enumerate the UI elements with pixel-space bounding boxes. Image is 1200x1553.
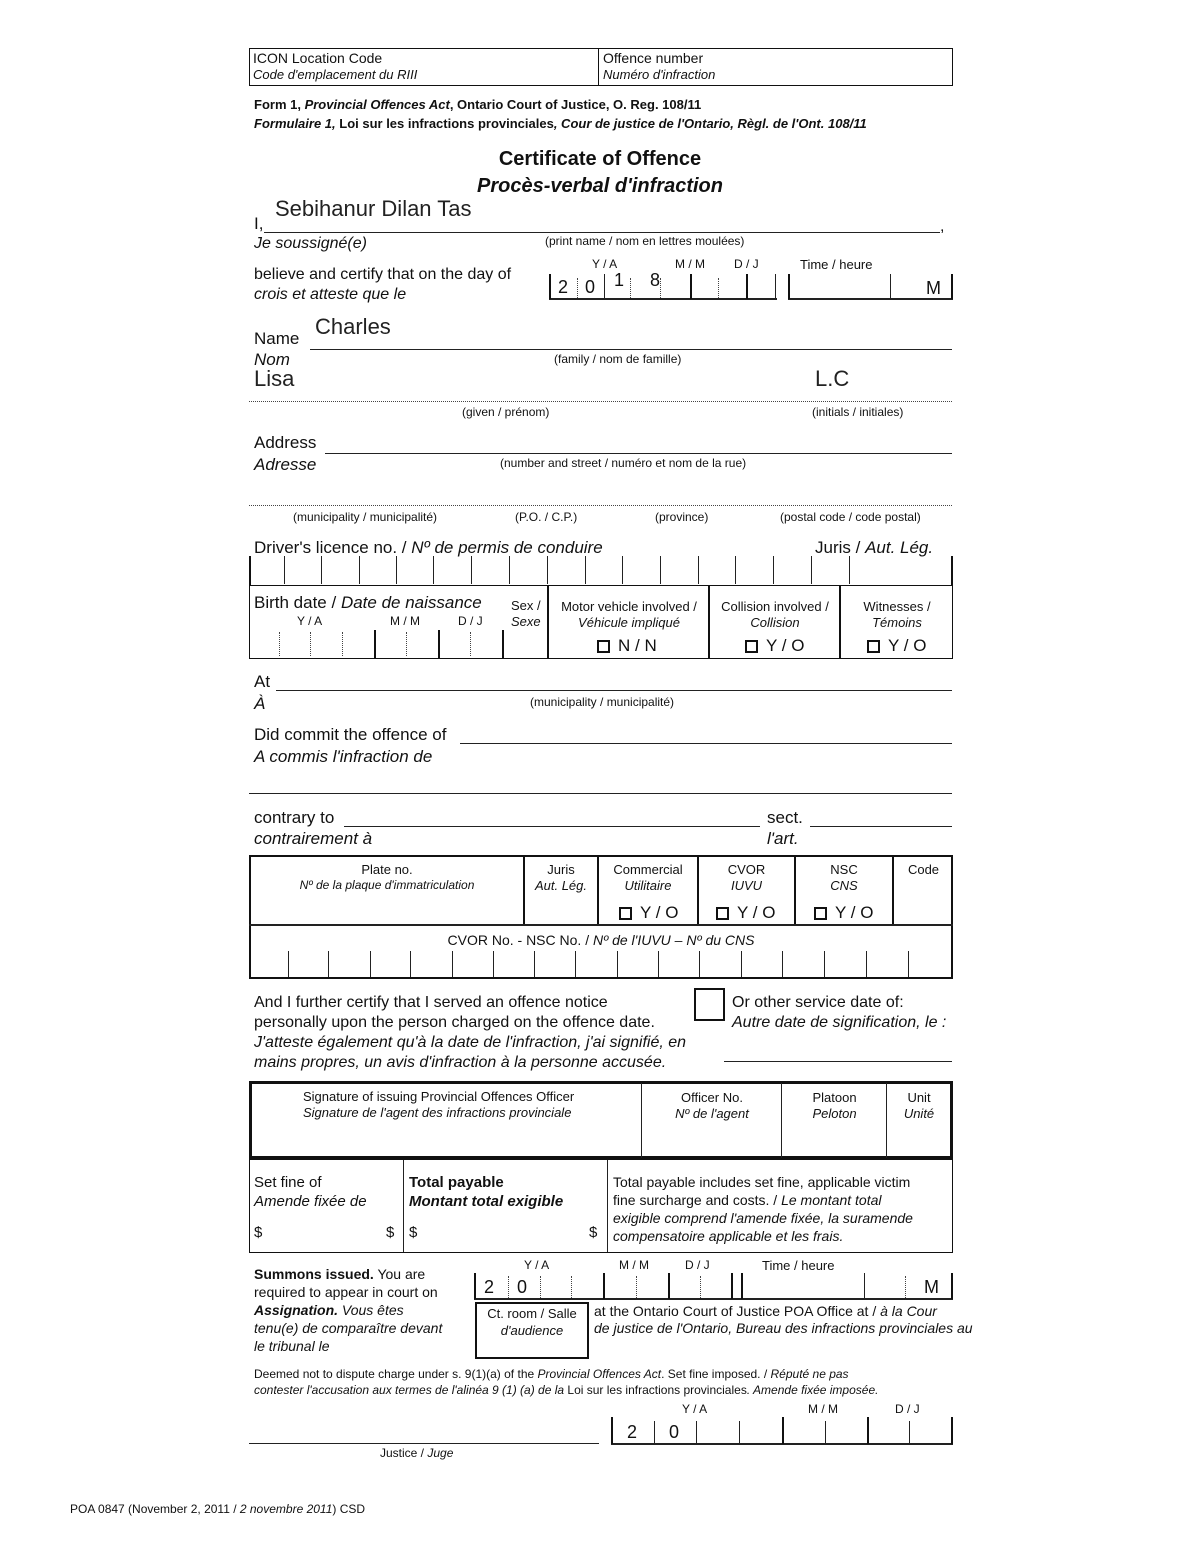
justice-label: Justice / Juge — [380, 1446, 454, 1460]
signature-label-fr: Signature de l'agent des infractions provinciale — [303, 1105, 572, 1120]
code-label: Code — [907, 862, 940, 877]
icon-location-label-fr: Code d'emplacement du RIII — [253, 67, 418, 82]
total-dollar-end: $ — [589, 1224, 598, 1241]
date-digit: 2 — [558, 277, 569, 297]
family-name-value[interactable]: Charles — [315, 314, 391, 339]
deemed-month-caption: M / M — [808, 1402, 838, 1416]
service-checkbox[interactable] — [694, 988, 725, 1021]
given-caption: (given / prénom) — [462, 405, 550, 419]
po-caption: (P.O. / C.P.) — [515, 510, 578, 524]
plate-label: Plate no. — [361, 862, 413, 877]
date-month-caption: M / M — [675, 257, 705, 271]
service-text-fr-1: J'atteste également qu'à la date de l'infraction, j'ai signifié, en — [254, 1034, 687, 1051]
family-name-line — [310, 349, 952, 350]
at-label-fr: À — [254, 694, 266, 713]
unit-label-fr: Unité — [903, 1106, 935, 1121]
at-municipality-line[interactable] — [276, 690, 952, 691]
form-reference-fr: Formulaire 1, Loi sur les infractions provinciales, Cour de justice de l'Ontario, Règl. de l'Ont. 108/11 — [254, 116, 867, 131]
nsc-label: NSC — [830, 862, 858, 877]
fine-note-3: exigible comprend l'amende fixée, la suramende — [613, 1210, 913, 1226]
total-dollar: $ — [409, 1224, 418, 1241]
court-location-2: de justice de l'Ontario, Bureau des infractions provinciales au — [594, 1320, 973, 1336]
vehicle-juris-label-fr: Aut. Lég. — [534, 878, 588, 893]
witnesses-checkbox[interactable] — [867, 640, 880, 653]
birth-day-caption: D / J — [458, 614, 483, 628]
mv-involved-option: N / N — [618, 636, 657, 655]
birth-date-label: Birth date / Date de naissance — [254, 593, 482, 612]
footer-form-code: POA 0847 (November 2, 2011 / 2 novembre 2011) CSD — [70, 1502, 366, 1516]
date-year-caption: Y / A — [592, 257, 618, 271]
justice-signature-line[interactable] — [249, 1443, 599, 1444]
sect-line[interactable] — [810, 826, 952, 827]
officer-divider — [641, 1083, 642, 1158]
other-service-date-line[interactable] — [724, 1061, 952, 1062]
sex-label: Sex / — [511, 598, 541, 613]
sect-label-fr: l'art. — [767, 829, 799, 848]
set-fine-label-fr: Amende fixée de — [254, 1193, 367, 1210]
vehicle-juris-label: Juris — [547, 862, 575, 877]
municipality-caption: (municipality / municipalité) — [293, 510, 438, 524]
collision-checkbox[interactable] — [745, 640, 758, 653]
set-fine-dollar: $ — [254, 1224, 263, 1241]
fine-divider — [607, 1160, 608, 1252]
nsc-option: Y / O — [835, 903, 874, 922]
page-title: Certificate of Offence — [498, 148, 702, 170]
mv-involved-label-fr: Véhicule impliqué — [578, 615, 680, 630]
deemed-date-digit: 2 — [627, 1422, 638, 1442]
date-digit: 0 — [585, 277, 596, 297]
offence-label-fr: A commis l'infraction de — [254, 747, 433, 766]
offence-label: Did commit the offence of — [254, 725, 447, 744]
summons-m-suffix: M — [924, 1277, 939, 1297]
officer-divider — [781, 1083, 782, 1158]
total-payable-field[interactable] — [422, 1220, 582, 1244]
believe-label: believe and certify that on the day of — [254, 266, 512, 283]
summons-text-1: Summons issued. You are — [254, 1266, 426, 1282]
total-payable-label-fr: Montant total exigible — [409, 1193, 564, 1210]
mv-involved-label: Motor vehicle involved / — [561, 599, 697, 614]
officer-no-label-fr: Nº de l'agent — [675, 1106, 749, 1121]
summons-date-digit: 0 — [517, 1277, 528, 1297]
commercial-label: Commercial — [613, 862, 683, 877]
signature-label: Signature of issuing Provincial Offences Officer — [303, 1089, 575, 1104]
offence-number-label-fr: Numéro d'infraction — [603, 67, 716, 82]
witnesses-option: Y / O — [888, 636, 927, 655]
address-city-line[interactable] — [249, 505, 952, 506]
set-fine-dollar-end: $ — [386, 1224, 395, 1241]
given-name-line — [249, 401, 952, 402]
commercial-label-fr: Utilitaire — [624, 878, 672, 893]
summons-month-caption: M / M — [619, 1258, 649, 1272]
set-fine-label: Set fine of — [254, 1174, 322, 1191]
platoon-label: Platoon — [812, 1090, 857, 1105]
cvor-label-fr: IUVU — [730, 878, 763, 893]
cvor-checkbox[interactable] — [716, 907, 729, 920]
other-service-label-fr: Autre date de signification, le : — [732, 1014, 947, 1031]
other-service-label: Or other service date of: — [732, 994, 904, 1011]
deemed-year-caption: Y / A — [682, 1402, 708, 1416]
summons-date-digit: 2 — [484, 1277, 495, 1297]
province-caption: (province) — [655, 510, 709, 524]
address-street-line[interactable] — [325, 453, 952, 454]
date-digit: 1 — [614, 270, 625, 290]
summons-day-caption: D / J — [685, 1258, 710, 1272]
certify-comma: , — [940, 218, 945, 235]
nsc-checkbox[interactable] — [814, 907, 827, 920]
at-label: At — [254, 672, 271, 691]
summons-year-caption: Y / A — [524, 1258, 550, 1272]
collision-option: Y / O — [766, 636, 805, 655]
unit-label: Unit — [907, 1090, 931, 1105]
je-soussigne-label: Je soussigné(e) — [254, 235, 367, 252]
believe-label-fr: crois et atteste que le — [254, 286, 407, 303]
commercial-checkbox[interactable] — [619, 907, 632, 920]
officer-name-value[interactable]: Sebihanur Dilan Tas — [275, 196, 472, 221]
sect-label: sect. — [767, 808, 803, 827]
court-room-label-fr: d'audience — [500, 1323, 564, 1338]
street-caption: (number and street / numéro et nom de la rue) — [500, 456, 747, 470]
given-name-value[interactable]: Lisa — [254, 366, 295, 391]
service-text-fr-2: mains propres, un avis d'infraction à la personne accusée. — [254, 1054, 667, 1071]
set-fine-field[interactable] — [266, 1220, 382, 1244]
court-room-label: Ct. room / Salle — [487, 1306, 577, 1321]
deemed-text-2: contester l'accusation aux termes de l'alinéa 9 (1) (a) de la Loi sur les infractions provinciales. Amende fixée imposée. — [254, 1383, 879, 1397]
summons-text-4: tenu(e) de comparaître devant — [254, 1320, 443, 1336]
contrary-line[interactable] — [344, 826, 760, 827]
cvor-number-label: CVOR No. - NSC No. / Nº de l'IUVU – Nº du CNS — [447, 932, 755, 948]
offence-number-label: Offence number — [603, 50, 704, 66]
service-text-1: And I further certify that I served an offence notice — [254, 994, 608, 1011]
signature-field[interactable] — [252, 1124, 640, 1156]
name-label: Name — [254, 329, 300, 348]
deemed-date-digit: 0 — [669, 1422, 680, 1442]
commercial-option: Y / O — [640, 903, 679, 922]
at-caption: (municipality / municipalité) — [530, 695, 675, 709]
contrary-label-fr: contrairement à — [254, 829, 373, 848]
birth-month-caption: M / M — [390, 614, 420, 628]
cvor-label: CVOR — [727, 862, 766, 877]
time-caption: Time / heure — [800, 257, 873, 272]
fine-note-4: compensatoire applicable et les frais. — [613, 1228, 844, 1244]
fine-note-1: Total payable includes set fine, applicable victim — [613, 1174, 911, 1190]
contrary-label: contrary to — [254, 808, 335, 827]
officer-divider — [886, 1083, 887, 1158]
service-text-2: personally upon the person charged on the offence date. — [254, 1014, 655, 1031]
fine-divider — [403, 1160, 404, 1252]
cvor-option: Y / O — [737, 903, 776, 922]
deemed-day-caption: D / J — [895, 1402, 920, 1416]
initials-caption: (initials / initiales) — [812, 405, 904, 419]
plate-label-fr: Nº de la plaque d'immatriculation — [299, 878, 475, 892]
time-m-suffix: M — [926, 278, 941, 298]
officer-no-label: Officer No. — [681, 1090, 743, 1105]
officer-name-line — [264, 232, 940, 233]
icon-location-label: ICON Location Code — [253, 50, 383, 66]
address-label: Address — [254, 433, 317, 452]
collision-label: Collision involved / — [721, 599, 829, 614]
total-payable-label: Total payable — [409, 1174, 504, 1191]
summons-text-2: required to appear in court on — [254, 1284, 438, 1300]
name-label-fr: Nom — [254, 350, 290, 369]
summons-text-3: Assignation. Vous êtes — [254, 1302, 404, 1318]
vehicle-row-divider — [249, 924, 953, 926]
deemed-text-1: Deemed not to dispute charge under s. 9(1)(a) of the Provincial Offences Act. Set fine imposed. / Réputé ne pas — [254, 1367, 849, 1381]
sex-label-fr: Sexe — [511, 614, 541, 629]
family-caption: (family / nom de famille) — [554, 352, 682, 366]
witnesses-label: Witnesses / — [863, 599, 931, 614]
postal-caption: (postal code / code postal) — [780, 510, 921, 524]
offence-line[interactable] — [460, 743, 952, 744]
juris-label: Juris / Aut. Lég. — [815, 538, 934, 557]
date-digit: 8 — [650, 270, 661, 290]
birth-year-caption: Y / A — [297, 614, 323, 628]
court-location-1: at the Ontario Court of Justice POA Office at / à la Cour — [594, 1303, 937, 1319]
form-reference-en: Form 1, Provincial Offences Act, Ontario Court of Justice, O. Reg. 108/11 — [254, 97, 702, 112]
date-day-caption: D / J — [734, 257, 759, 271]
nsc-label-fr: CNS — [830, 878, 858, 893]
summons-text-5: le tribunal le — [254, 1338, 330, 1354]
witnesses-label-fr: Témoins — [872, 615, 922, 630]
i-label: I, — [254, 214, 264, 233]
page-title-fr: Procès-verbal d'infraction — [477, 175, 723, 197]
mv-involved-checkbox[interactable] — [597, 640, 610, 653]
address-label-fr: Adresse — [254, 455, 317, 474]
fine-note-2: fine surcharge and costs. / Le montant total — [613, 1192, 882, 1208]
initials-value[interactable]: L.C — [815, 366, 850, 391]
print-name-caption: (print name / nom en lettres moulées) — [545, 234, 745, 248]
licence-label: Driver's licence no. / Nº de permis de conduire — [254, 538, 603, 557]
collision-label-fr: Collision — [750, 615, 800, 630]
summons-time-caption: Time / heure — [762, 1258, 835, 1273]
platoon-label-fr: Peloton — [812, 1106, 857, 1121]
offence-line-2[interactable] — [249, 793, 952, 794]
